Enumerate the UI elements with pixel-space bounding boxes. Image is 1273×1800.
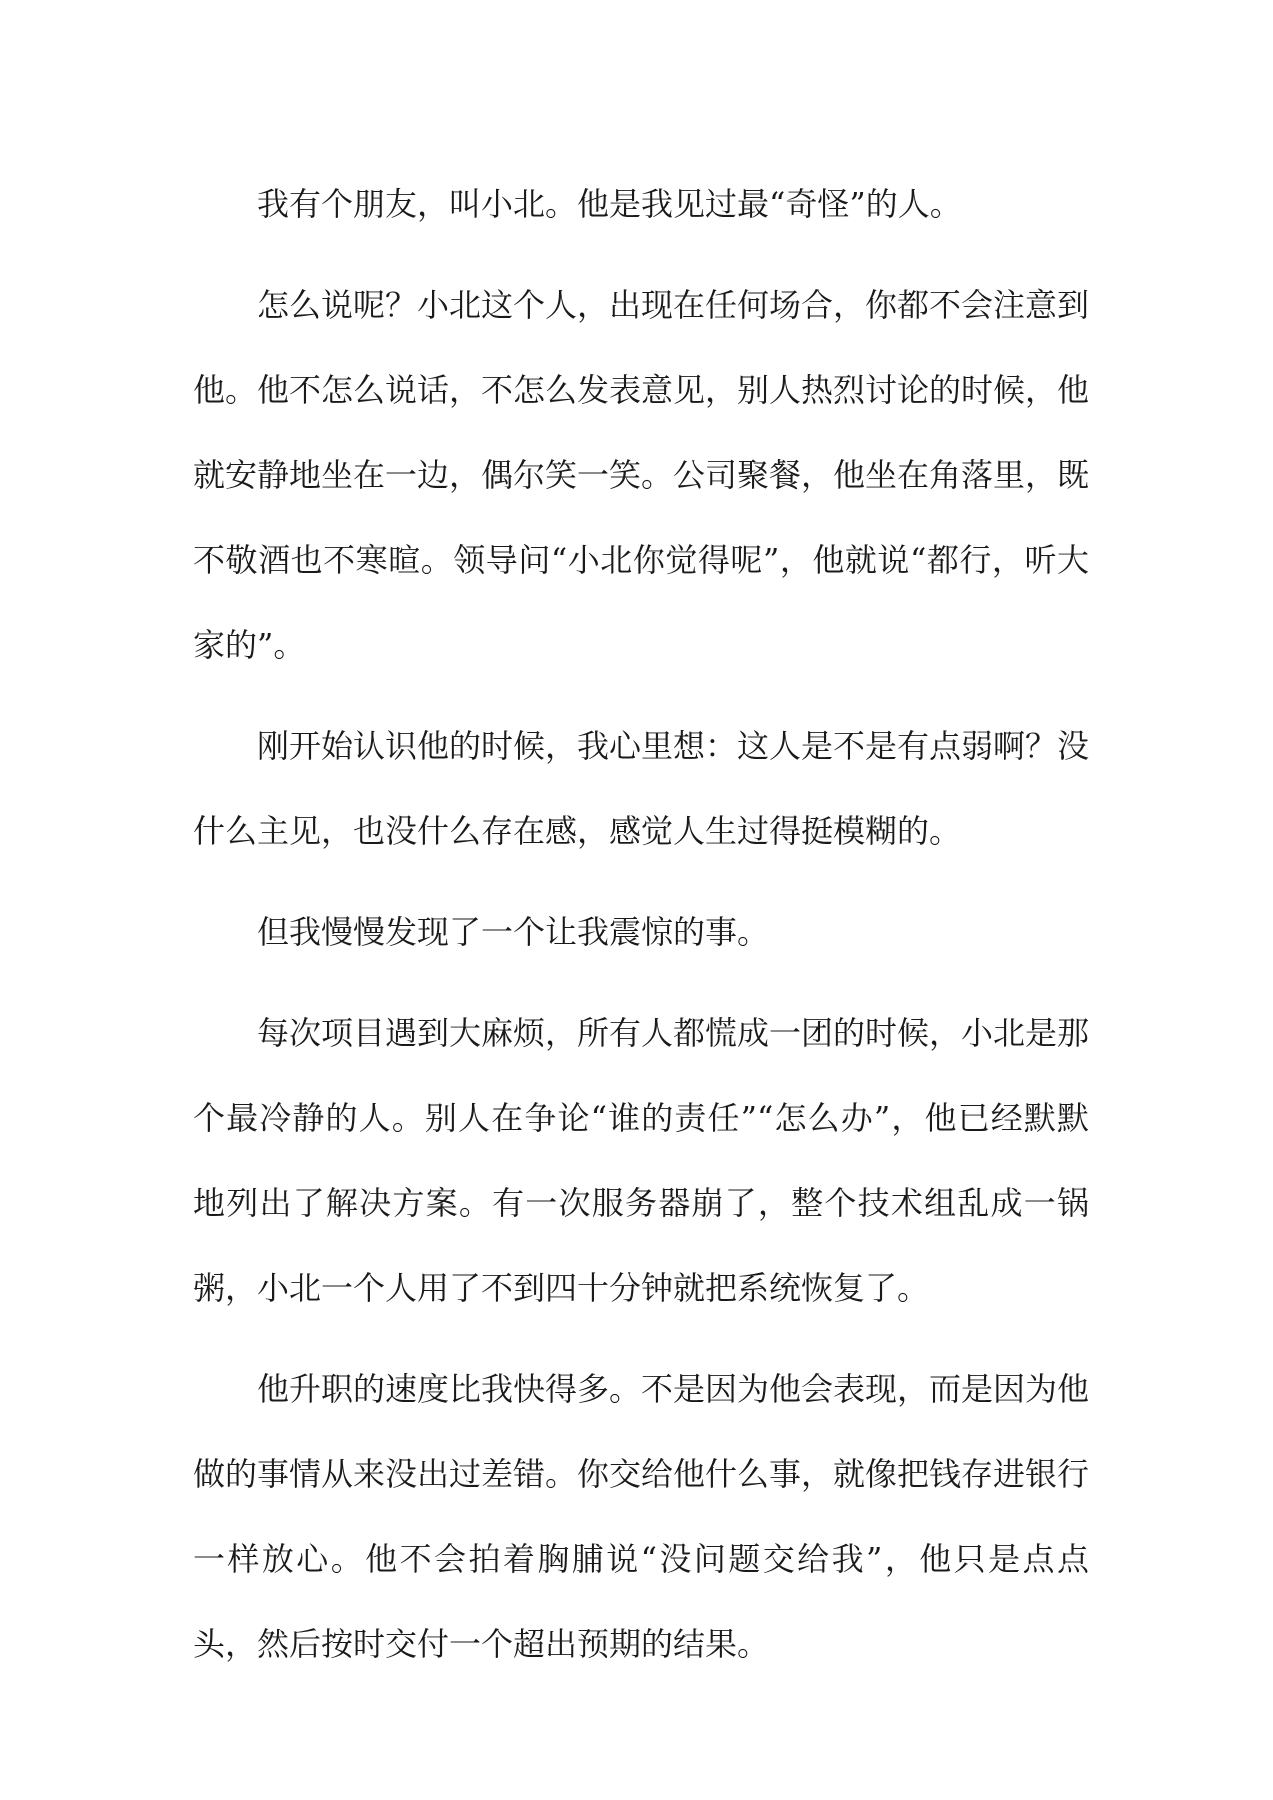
paragraph: 每次项目遇到大麻烦，所有人都慌成一团的时候，小北是那个最冷静的人。别人在争论“谁的责任”“怎么办”，他已经默默地列出了解决方案。有一次服务器崩了，整个技术组乱成一锅粥，小北一个人用了不到四十分钟就把系统恢复了。 [193,1014,1090,1307]
paragraph: 刚开始认识他的时候，我心里想：这人是不是有点弱啊？没什么主见，也没什么存在感，感觉人生过得挺模糊的。 [193,727,1090,850]
paragraph: 他升职的速度比我快得多。不是因为他会表现，而是因为他做的事情从来没出过差错。你交给他什么事，就像把钱存进银行一样放心。他不会拍着胸脯说“没问题交给我”，他只是点点头，然后按时交付一个超出预期的结果。 [193,1370,1090,1663]
paragraph: 怎么说呢？小北这个人，出现在任何场合，你都不会注意到他。他不怎么说话，不怎么发表意见，别人热烈讨论的时候，他就安静地坐在一边，偶尔笑一笑。公司聚餐，他坐在角落里，既不敬酒也不寒暄。领导问“小北你觉得呢”，他就说“都行，听大家的”。 [193,286,1090,664]
paragraph: 但我慢慢发现了一个让我震惊的事。 [257,913,770,951]
paragraph: 我有个朋友，叫小北。他是我见过最“奇怪”的人。 [257,185,962,223]
article-body [193,162,1089,1703]
